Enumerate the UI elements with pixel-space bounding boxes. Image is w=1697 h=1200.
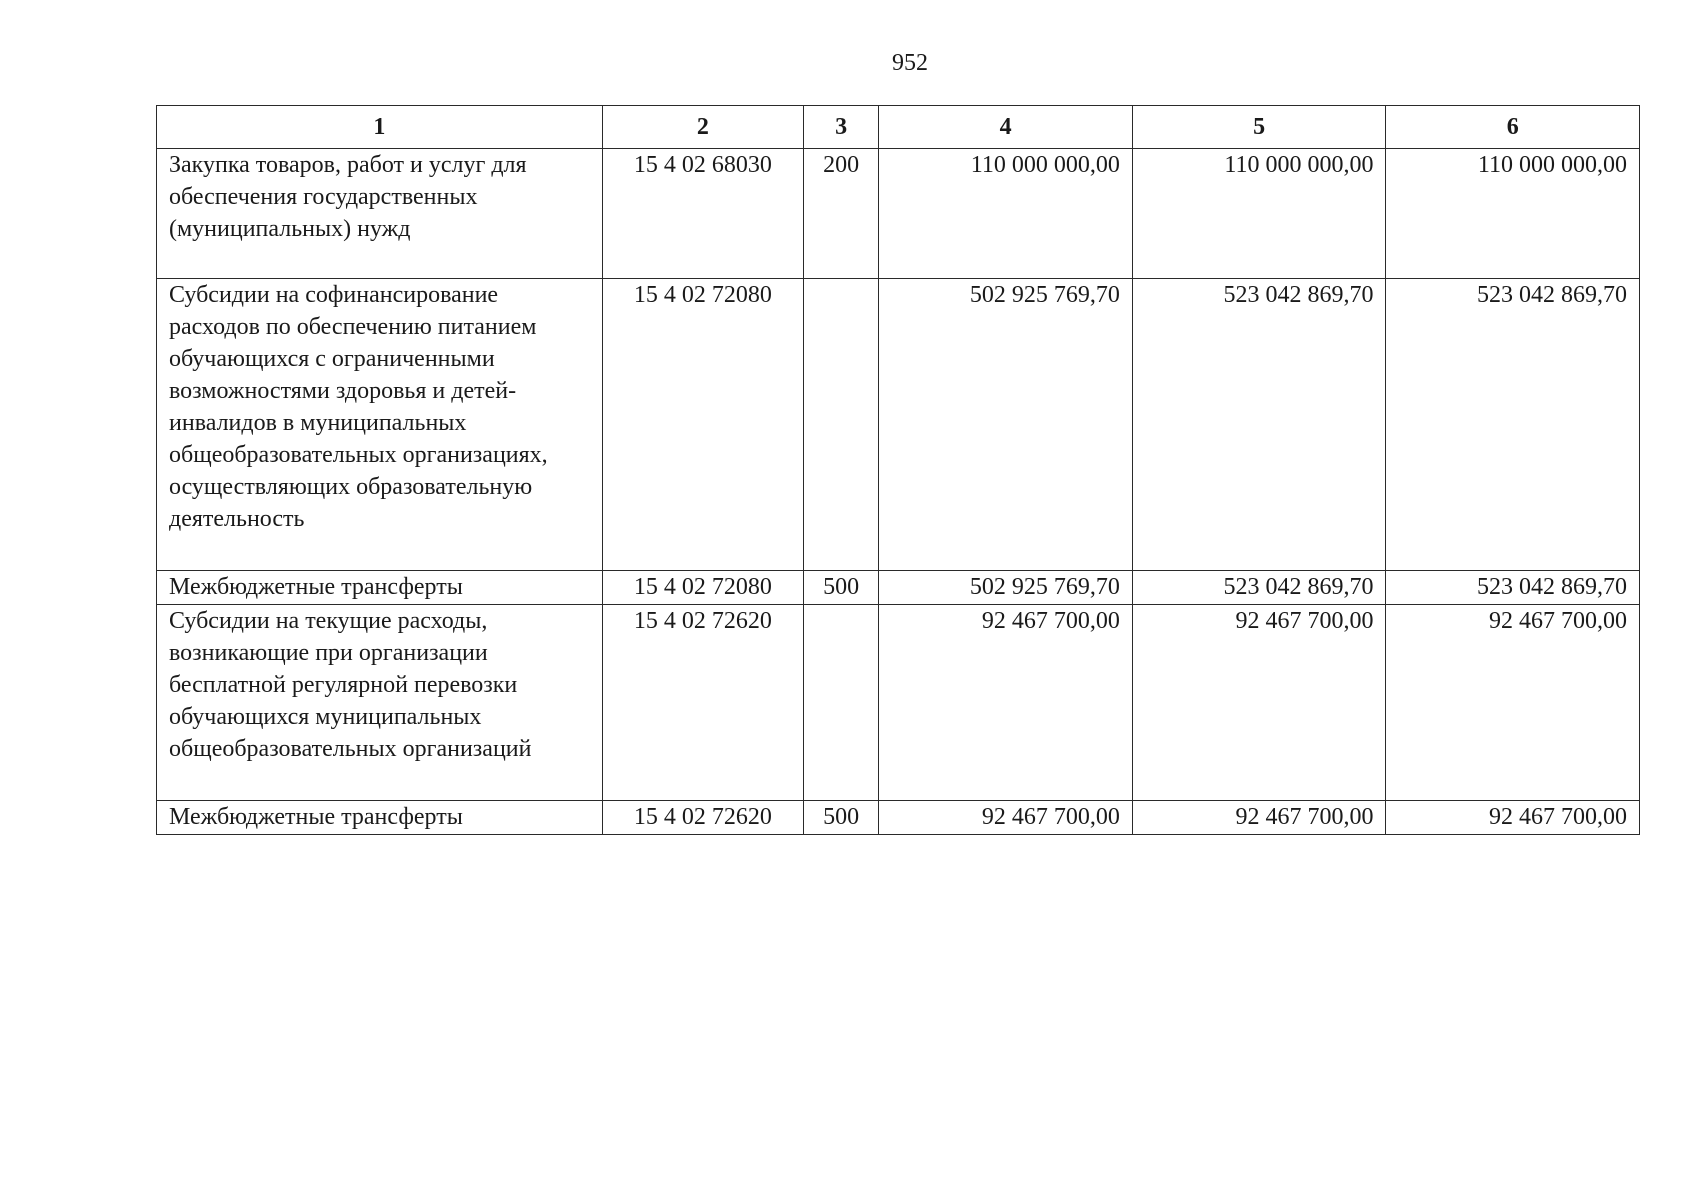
row-amount-5: 523 042 869,70 [1132,279,1386,571]
row-amount-4: 502 925 769,70 [879,571,1133,605]
column-header-1: 1 [157,106,603,149]
row-kind [803,279,878,571]
table-header [157,106,1640,149]
table-row [157,571,1640,605]
column-header-2: 2 [602,106,803,149]
row-code: 15 4 02 72080 [602,279,803,571]
row-amount-6: 92 467 700,00 [1386,605,1640,801]
row-amount-6: 110 000 000,00 [1386,149,1640,279]
row-code: 15 4 02 72080 [602,571,803,605]
row-amount-5: 110 000 000,00 [1132,149,1386,279]
row-kind: 500 [803,801,878,835]
row-amount-5: 523 042 869,70 [1132,571,1386,605]
row-amount-6: 523 042 869,70 [1386,571,1640,605]
row-name: Межбюджетные трансферты [157,801,603,835]
row-amount-5: 92 467 700,00 [1132,605,1386,801]
row-code: 15 4 02 68030 [602,149,803,279]
row-amount-6: 92 467 700,00 [1386,801,1640,835]
row-amount-6: 523 042 869,70 [1386,279,1640,571]
column-header-4: 4 [879,106,1133,149]
column-header-6: 6 [1386,106,1640,149]
budget-table [156,105,1640,835]
header-row [157,106,1640,149]
row-name: Субсидии на текущие расходы, возникающие при организации бесплатной регулярной перевозки обучающихся муниципальных общеобразовательных организаций [157,605,603,801]
table-body [157,149,1640,835]
row-code: 15 4 02 72620 [602,605,803,801]
row-kind: 200 [803,149,878,279]
row-amount-4: 502 925 769,70 [879,279,1133,571]
row-name: Субсидии на софинансирование расходов по обеспечению питанием обучающихся с ограниченными возможностями здоровья и детей-инвалидов в муниципальных общеобразовательных организациях, осуществляющих образовательную деятельность [157,279,603,571]
table-row [157,279,1640,571]
column-header-3: 3 [803,106,878,149]
row-kind: 500 [803,571,878,605]
row-code: 15 4 02 72620 [602,801,803,835]
table-row [157,149,1640,279]
row-kind [803,605,878,801]
page-number: 952 [892,50,928,76]
row-name: Закупка товаров, работ и услуг для обеспечения государственных (муниципальных) нужд [157,149,603,279]
table-row [157,605,1640,801]
row-name: Межбюджетные трансферты [157,571,603,605]
column-header-5: 5 [1132,106,1386,149]
row-amount-4: 110 000 000,00 [879,149,1133,279]
row-amount-5: 92 467 700,00 [1132,801,1386,835]
row-amount-4: 92 467 700,00 [879,801,1133,835]
table-row [157,801,1640,835]
row-amount-4: 92 467 700,00 [879,605,1133,801]
